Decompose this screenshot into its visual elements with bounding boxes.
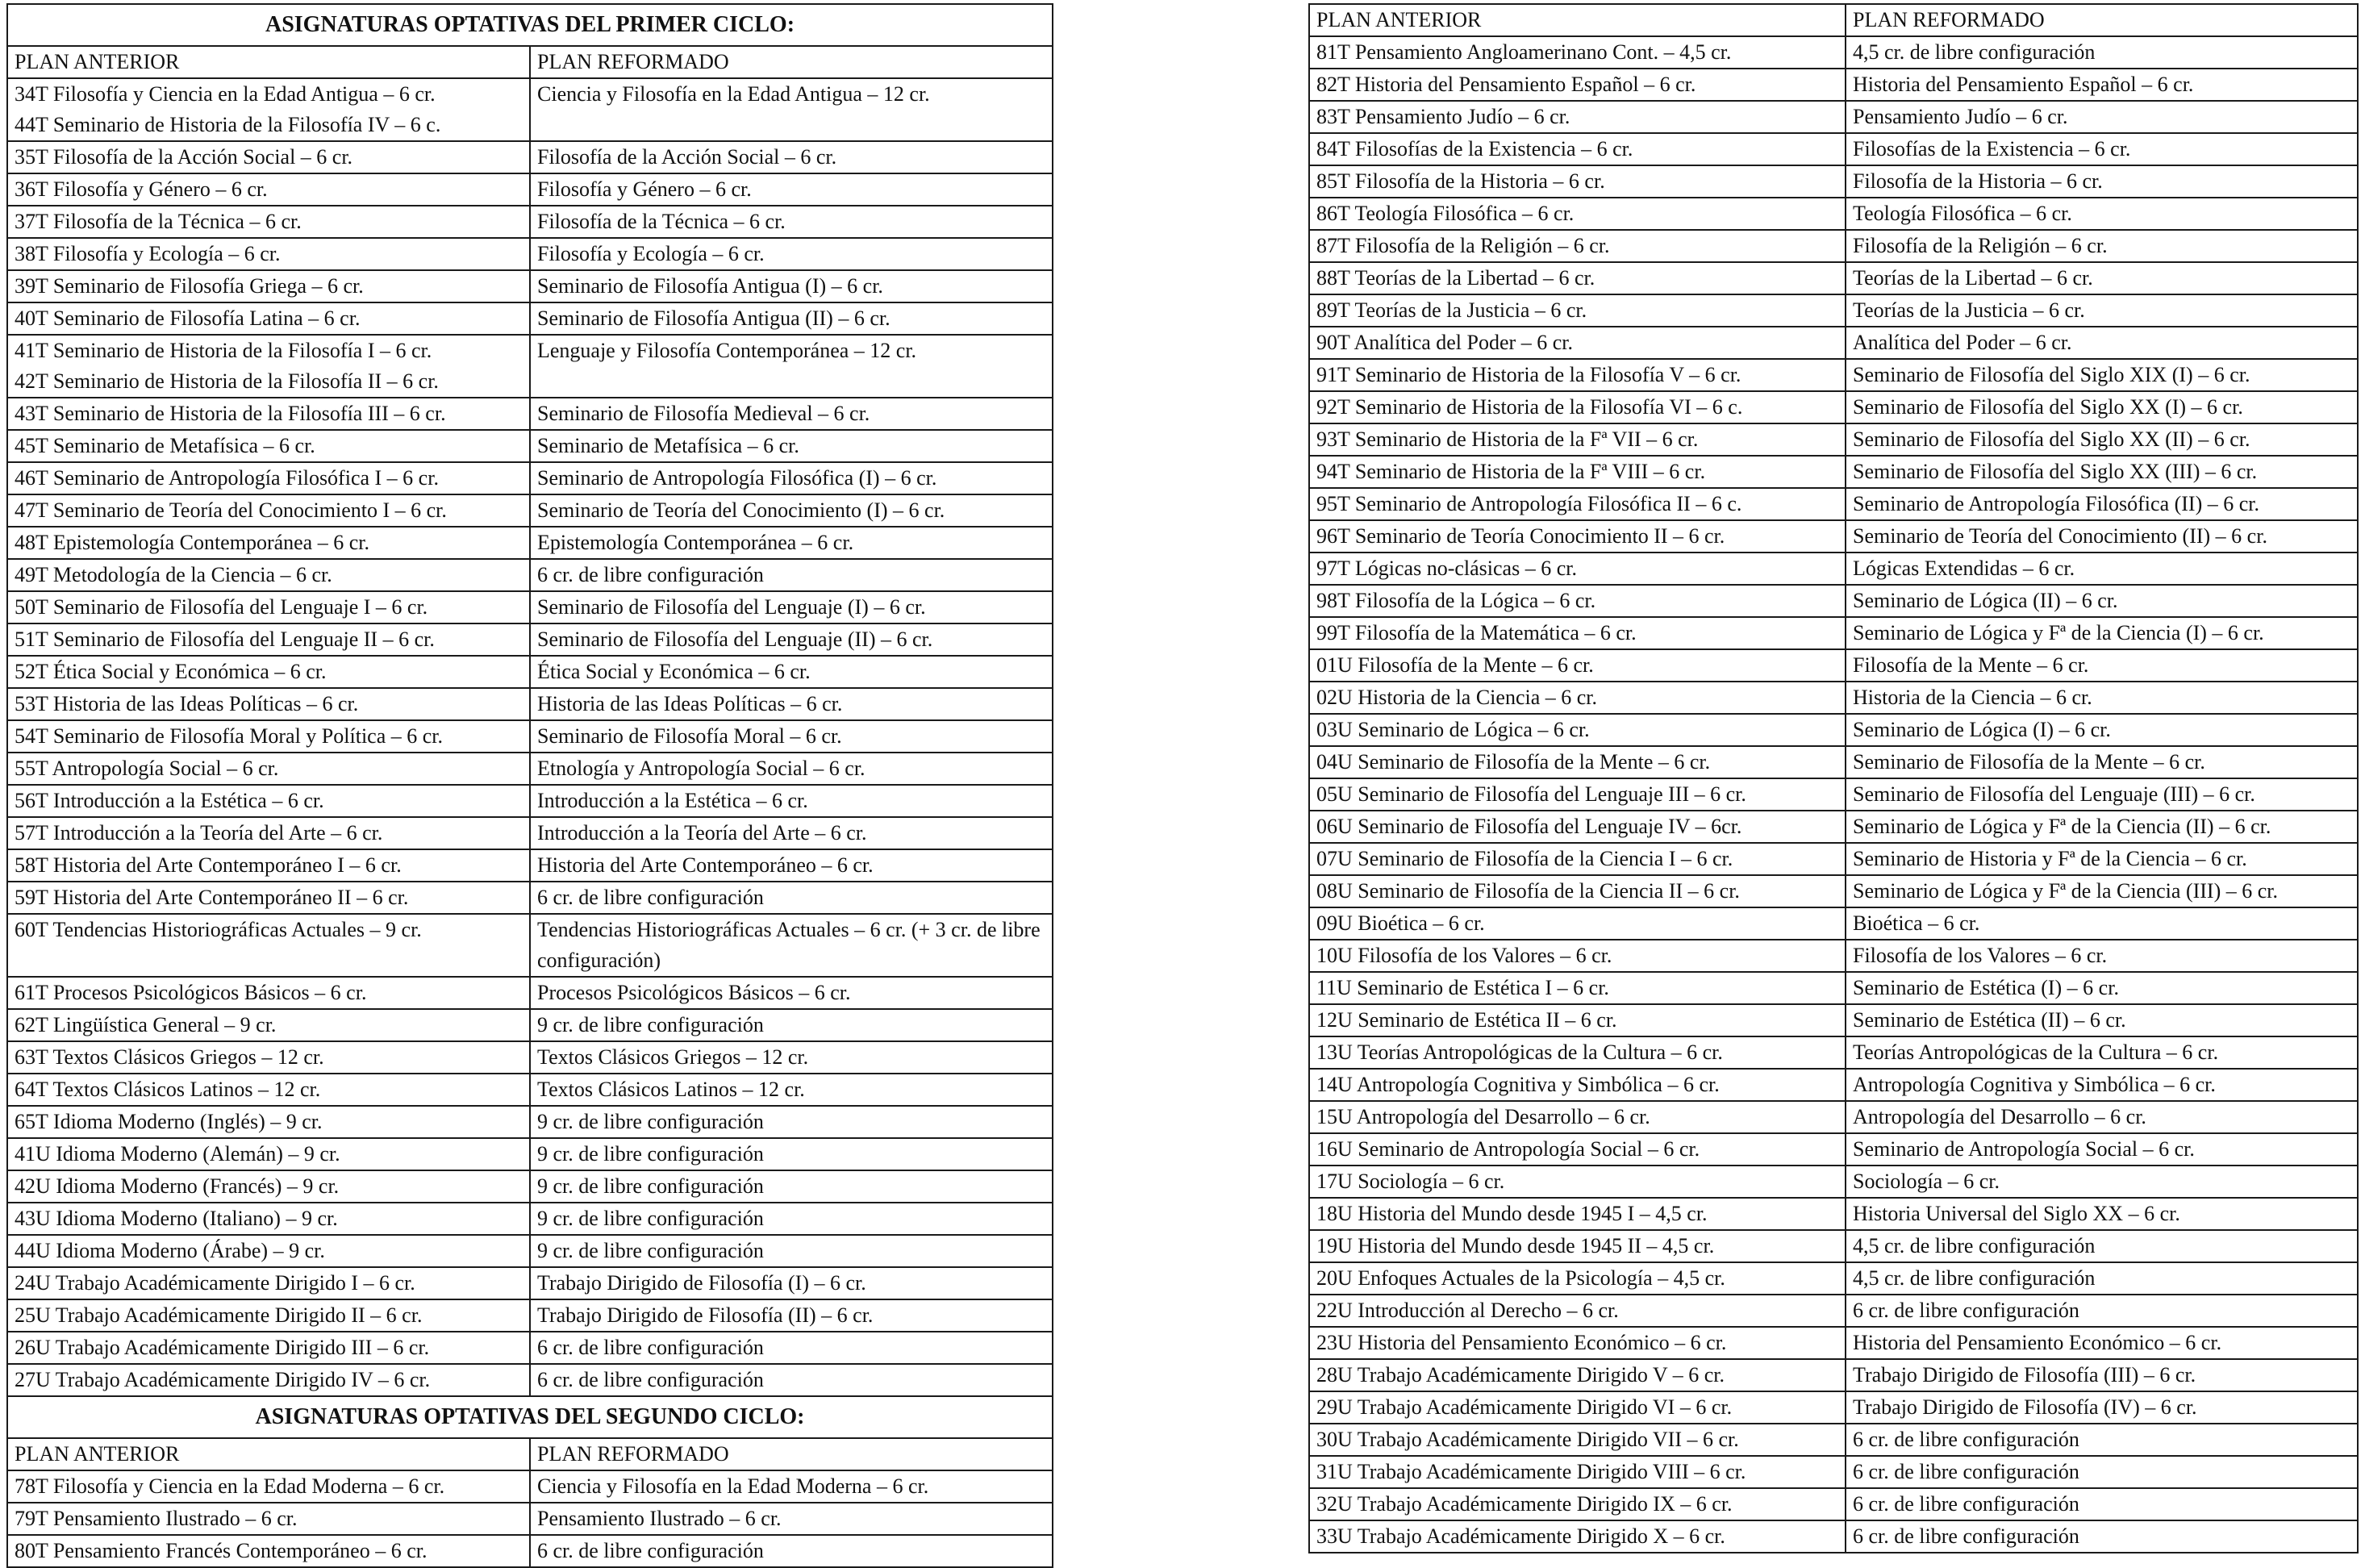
- plan-reformado-cell: Procesos Psicológicos Básicos – 6 cr.: [530, 977, 1053, 1009]
- plan-anterior-cell: 43U Idioma Moderno (Italiano) – 9 cr.: [7, 1203, 530, 1235]
- plan-reformado-cell: Etnología y Antropología Social – 6 cr.: [530, 753, 1053, 785]
- table-row: [1309, 1166, 2358, 1198]
- table-row: [7, 914, 1053, 977]
- plan-reformado-cell: Filosofía de los Valores – 6 cr.: [1846, 940, 2358, 972]
- plan-reformado-cell: Ética Social y Económica – 6 cr.: [530, 656, 1053, 688]
- table-row: [7, 302, 1053, 335]
- table-row: [1309, 423, 2358, 456]
- table-row: [7, 1106, 1053, 1138]
- plan-reformado-cell: Pensamiento Ilustrado – 6 cr.: [530, 1503, 1053, 1535]
- plan-reformado-cell: Seminario de Filosofía Antigua (II) – 6 cr.: [530, 302, 1053, 335]
- second-cycle-continued-table: [1308, 3, 2359, 1553]
- table-row: [7, 1170, 1053, 1203]
- table-row: [7, 882, 1053, 914]
- plan-anterior-cell: 59T Historia del Arte Contemporáneo II – 6 cr.: [7, 882, 530, 914]
- plan-reformado-cell: Seminario de Filosofía Antigua (I) – 6 cr.: [530, 270, 1053, 302]
- plan-reformado-cell: 6 cr. de libre configuración: [1846, 1295, 2358, 1327]
- plan-reformado-cell: 9 cr. de libre configuración: [530, 1235, 1053, 1267]
- left-table-panel: [6, 3, 1053, 1568]
- plan-reformado-cell: 6 cr. de libre configuración: [530, 882, 1053, 914]
- plan-reformado-cell: Seminario de Lógica y Fª de la Ciencia (III) – 6 cr.: [1846, 875, 2358, 907]
- table-row: [7, 206, 1053, 238]
- plan-anterior-cell: 63T Textos Clásicos Griegos – 12 cr.: [7, 1041, 530, 1074]
- table-row: [1309, 133, 2358, 165]
- table-row: [1309, 553, 2358, 585]
- plan-anterior-cell: 52T Ética Social y Económica – 6 cr.: [7, 656, 530, 688]
- table-row: [1309, 1036, 2358, 1069]
- plan-anterior-cell: 22U Introducción al Derecho – 6 cr.: [1309, 1295, 1846, 1327]
- plan-reformado-cell: Trabajo Dirigido de Filosofía (II) – 6 cr.: [530, 1299, 1053, 1332]
- table-row: [7, 1364, 1053, 1396]
- table-row: [7, 1267, 1053, 1299]
- plan-anterior-cell: 26U Trabajo Académicamente Dirigido III – 6 cr.: [7, 1332, 530, 1364]
- plan-reformado-cell: Filosofías de la Existencia – 6 cr.: [1846, 133, 2358, 165]
- table-row: [7, 656, 1053, 688]
- table-row: [7, 817, 1053, 849]
- plan-reformado-cell: Filosofía de la Acción Social – 6 cr.: [530, 141, 1053, 173]
- plan-reformado-cell: Seminario de Filosofía del Lenguaje (II) – 6 cr.: [530, 623, 1053, 656]
- table-row: [7, 527, 1053, 559]
- plan-anterior-cell: 55T Antropología Social – 6 cr.: [7, 753, 530, 785]
- table-row: [1309, 488, 2358, 520]
- plan-reformado-cell: 6 cr. de libre configuración: [530, 1535, 1053, 1567]
- plan-anterior-cell: 35T Filosofía de la Acción Social – 6 cr.: [7, 141, 530, 173]
- plan-reformado-cell: 6 cr. de libre configuración: [1846, 1488, 2358, 1520]
- plan-anterior-cell: 02U Historia de la Ciencia – 6 cr.: [1309, 682, 1846, 714]
- plan-reformado-cell: Antropología del Desarrollo – 6 cr.: [1846, 1101, 2358, 1133]
- plan-anterior-cell: 85T Filosofía de la Historia – 6 cr.: [1309, 165, 1846, 198]
- right-table-panel: [1308, 3, 2359, 1553]
- plan-reformado-cell: Lenguaje y Filosofía Contemporánea – 12 cr.: [530, 335, 1053, 398]
- plan-anterior-cell: 83T Pensamiento Judío – 6 cr.: [1309, 101, 1846, 133]
- table-row: [7, 1138, 1053, 1170]
- plan-reformado-cell: Seminario de Estética (I) – 6 cr.: [1846, 972, 2358, 1004]
- table-row: [1309, 1520, 2358, 1553]
- plan-reformado-cell: Trabajo Dirigido de Filosofía (III) – 6 cr.: [1846, 1359, 2358, 1391]
- header-plan-reformado: PLAN REFORMADO: [530, 46, 1053, 78]
- second-cycle-rows: [7, 1470, 1053, 1567]
- plan-reformado-cell: 6 cr. de libre configuración: [1846, 1424, 2358, 1456]
- table-row: [1309, 1262, 2358, 1295]
- plan-anterior-cell: 45T Seminario de Metafísica – 6 cr.: [7, 430, 530, 462]
- plan-reformado-cell: Epistemología Contemporánea – 6 cr.: [530, 527, 1053, 559]
- plan-anterior-cell: 12U Seminario de Estética II – 6 cr.: [1309, 1004, 1846, 1036]
- plan-anterior-cell: 16U Seminario de Antropología Social – 6 cr.: [1309, 1133, 1846, 1166]
- plan-anterior-cell: 07U Seminario de Filosofía de la Ciencia I – 6 cr.: [1309, 843, 1846, 875]
- plan-reformado-cell: Seminario de Teoría del Conocimiento (I) – 6 cr.: [530, 494, 1053, 527]
- plan-reformado-cell: Historia del Arte Contemporáneo – 6 cr.: [530, 849, 1053, 882]
- plan-anterior-cell: 94T Seminario de Historia de la Fª VIII – 6 cr.: [1309, 456, 1846, 488]
- plan-reformado-cell: 6 cr. de libre configuración: [1846, 1520, 2358, 1553]
- plan-reformado-cell: 4,5 cr. de libre configuración: [1846, 36, 2358, 69]
- header-row: [1309, 4, 2358, 36]
- table-row: [1309, 585, 2358, 617]
- plan-reformado-cell: Seminario de Teoría del Conocimiento (II) – 6 cr.: [1846, 520, 2358, 553]
- plan-anterior-cell: 23U Historia del Pensamiento Económico – 6 cr.: [1309, 1327, 1846, 1359]
- plan-anterior-cell: 48T Epistemología Contemporánea – 6 cr.: [7, 527, 530, 559]
- plan-anterior-cell: 27U Trabajo Académicamente Dirigido IV – 6 cr.: [7, 1364, 530, 1396]
- plan-anterior-cell: 25U Trabajo Académicamente Dirigido II – 6 cr.: [7, 1299, 530, 1332]
- table-row: [7, 270, 1053, 302]
- plan-reformado-cell: 4,5 cr. de libre configuración: [1846, 1230, 2358, 1262]
- plan-anterior-cell: 34T Filosofía y Ciencia en la Edad Antigua – 6 cr. 44T Seminario de Historia de la Filosofía IV – 6 c.: [7, 78, 530, 141]
- table-row: [1309, 1198, 2358, 1230]
- table-row: [1309, 520, 2358, 553]
- table-row: [7, 1332, 1053, 1364]
- table-row: [1309, 294, 2358, 327]
- plan-reformado-cell: 6 cr. de libre configuración: [530, 1364, 1053, 1396]
- table-row: [7, 623, 1053, 656]
- table-row: [1309, 617, 2358, 649]
- plan-reformado-cell: 6 cr. de libre configuración: [530, 559, 1053, 591]
- table-row: [1309, 1295, 2358, 1327]
- plan-reformado-cell: 4,5 cr. de libre configuración: [1846, 1262, 2358, 1295]
- table-row: [1309, 1133, 2358, 1166]
- plan-anterior-cell: 92T Seminario de Historia de la Filosofía VI – 6 c.: [1309, 391, 1846, 423]
- table-row: [1309, 1230, 2358, 1262]
- header-plan-anterior: PLAN ANTERIOR: [7, 46, 530, 78]
- plan-anterior-cell: 98T Filosofía de la Lógica – 6 cr.: [1309, 585, 1846, 617]
- plan-reformado-cell: Analítica del Poder – 6 cr.: [1846, 327, 2358, 359]
- plan-anterior-cell: 05U Seminario de Filosofía del Lenguaje III – 6 cr.: [1309, 778, 1846, 811]
- plan-reformado-cell: Seminario de Filosofía del Siglo XX (II) – 6 cr.: [1846, 423, 2358, 456]
- table-row: [7, 1235, 1053, 1267]
- plan-anterior-cell: 79T Pensamiento Ilustrado – 6 cr.: [7, 1503, 530, 1535]
- plan-anterior-cell: 62T Lingüística General – 9 cr.: [7, 1009, 530, 1041]
- table-row: [7, 398, 1053, 430]
- plan-reformado-cell: Historia Universal del Siglo XX – 6 cr.: [1846, 1198, 2358, 1230]
- plan-reformado-cell: 9 cr. de libre configuración: [530, 1106, 1053, 1138]
- plan-reformado-cell: Teología Filosófica – 6 cr.: [1846, 198, 2358, 230]
- plan-reformado-cell: Historia de la Ciencia – 6 cr.: [1846, 682, 2358, 714]
- plan-reformado-cell: Seminario de Lógica (I) – 6 cr.: [1846, 714, 2358, 746]
- table-row: [7, 173, 1053, 206]
- table-row: [1309, 746, 2358, 778]
- plan-anterior-cell: 44U Idioma Moderno (Árabe) – 9 cr.: [7, 1235, 530, 1267]
- plan-anterior-cell: 78T Filosofía y Ciencia en la Edad Moderna – 6 cr.: [7, 1470, 530, 1503]
- table-row: [1309, 230, 2358, 262]
- table-row: [7, 688, 1053, 720]
- plan-anterior-cell: 43T Seminario de Historia de la Filosofía III – 6 cr.: [7, 398, 530, 430]
- plan-reformado-cell: Introducción a la Teoría del Arte – 6 cr.: [530, 817, 1053, 849]
- plan-anterior-cell: 24U Trabajo Académicamente Dirigido I – 6 cr.: [7, 1267, 530, 1299]
- table-row: [1309, 101, 2358, 133]
- plan-reformado-cell: 9 cr. de libre configuración: [530, 1009, 1053, 1041]
- plan-anterior-cell: 03U Seminario de Lógica – 6 cr.: [1309, 714, 1846, 746]
- plan-reformado-cell: Teorías Antropológicas de la Cultura – 6 cr.: [1846, 1036, 2358, 1069]
- plan-reformado-cell: Filosofía de la Mente – 6 cr.: [1846, 649, 2358, 682]
- plan-reformado-cell: Bioética – 6 cr.: [1846, 907, 2358, 940]
- table-row: [7, 462, 1053, 494]
- plan-anterior-cell: 86T Teología Filosófica – 6 cr.: [1309, 198, 1846, 230]
- plan-anterior-cell: 32U Trabajo Académicamente Dirigido IX – 6 cr.: [1309, 1488, 1846, 1520]
- second-cycle-continued-rows: [1309, 36, 2358, 1553]
- plan-reformado-cell: Filosofía de la Técnica – 6 cr.: [530, 206, 1053, 238]
- table-row: [1309, 456, 2358, 488]
- plan-reformado-cell: Seminario de Filosofía del Siglo XX (I) – 6 cr.: [1846, 391, 2358, 423]
- plan-reformado-cell: Ciencia y Filosofía en la Edad Antigua – 12 cr.: [530, 78, 1053, 141]
- plan-anterior-cell: 40T Seminario de Filosofía Latina – 6 cr.: [7, 302, 530, 335]
- table-row: [1309, 1456, 2358, 1488]
- header-row: [7, 1438, 1053, 1470]
- plan-anterior-cell: 82T Historia del Pensamiento Español – 6 cr.: [1309, 69, 1846, 101]
- plan-reformado-cell: Textos Clásicos Latinos – 12 cr.: [530, 1074, 1053, 1106]
- header-row: [7, 46, 1053, 78]
- plan-anterior-cell: 30U Trabajo Académicamente Dirigido VII – 6 cr.: [1309, 1424, 1846, 1456]
- plan-anterior-cell: 33U Trabajo Académicamente Dirigido X – 6 cr.: [1309, 1520, 1846, 1553]
- plan-anterior-cell: 84T Filosofías de la Existencia – 6 cr.: [1309, 133, 1846, 165]
- table-row: [1309, 843, 2358, 875]
- table-row: [1309, 1327, 2358, 1359]
- plan-anterior-cell: 10U Filosofía de los Valores – 6 cr.: [1309, 940, 1846, 972]
- plan-anterior-cell: 29U Trabajo Académicamente Dirigido VI – 6 cr.: [1309, 1391, 1846, 1424]
- table-row: [1309, 327, 2358, 359]
- plan-anterior-cell: 20U Enfoques Actuales de la Psicología – 4,5 cr.: [1309, 1262, 1846, 1295]
- plan-anterior-cell: 97T Lógicas no-clásicas – 6 cr.: [1309, 553, 1846, 585]
- table-row: [7, 1074, 1053, 1106]
- plan-anterior-cell: 41U Idioma Moderno (Alemán) – 9 cr.: [7, 1138, 530, 1170]
- plan-reformado-cell: Seminario de Filosofía del Lenguaje (I) – 6 cr.: [530, 591, 1053, 623]
- plan-anterior-cell: 80T Pensamiento Francés Contemporáneo – 6 cr.: [7, 1535, 530, 1567]
- plan-anterior-cell: 31U Trabajo Académicamente Dirigido VIII – 6 cr.: [1309, 1456, 1846, 1488]
- second-cycle-title-row: [7, 1396, 1053, 1438]
- table-row: [7, 238, 1053, 270]
- plan-reformado-cell: Antropología Cognitiva y Simbólica – 6 cr.: [1846, 1069, 2358, 1101]
- plan-anterior-cell: 93T Seminario de Historia de la Fª VII – 6 cr.: [1309, 423, 1846, 456]
- plan-reformado-cell: Trabajo Dirigido de Filosofía (I) – 6 cr.: [530, 1267, 1053, 1299]
- plan-anterior-cell: 51T Seminario de Filosofía del Lenguaje II – 6 cr.: [7, 623, 530, 656]
- table-row: [1309, 649, 2358, 682]
- plan-anterior-cell: 41T Seminario de Historia de la Filosofía I – 6 cr. 42T Seminario de Historia de la Filosofía II – 6 cr.: [7, 335, 530, 398]
- plan-reformado-cell: 9 cr. de libre configuración: [530, 1138, 1053, 1170]
- plan-reformado-cell: Seminario de Filosofía Moral – 6 cr.: [530, 720, 1053, 753]
- plan-anterior-cell: 36T Filosofía y Género – 6 cr.: [7, 173, 530, 206]
- plan-anterior-cell: 42U Idioma Moderno (Francés) – 9 cr.: [7, 1170, 530, 1203]
- first-cycle-table: [6, 3, 1053, 1568]
- plan-anterior-cell: 54T Seminario de Filosofía Moral y Política – 6 cr.: [7, 720, 530, 753]
- table-row: [1309, 1101, 2358, 1133]
- table-row: [7, 591, 1053, 623]
- plan-anterior-cell: 65T Idioma Moderno (Inglés) – 9 cr.: [7, 1106, 530, 1138]
- table-row: [7, 849, 1053, 882]
- table-row: [1309, 778, 2358, 811]
- table-row: [1309, 1391, 2358, 1424]
- plan-anterior-cell: 90T Analítica del Poder – 6 cr.: [1309, 327, 1846, 359]
- plan-anterior-cell: 17U Sociología – 6 cr.: [1309, 1166, 1846, 1198]
- plan-anterior-cell: 15U Antropología del Desarrollo – 6 cr.: [1309, 1101, 1846, 1133]
- table-row: [7, 753, 1053, 785]
- table-row: [7, 559, 1053, 591]
- plan-anterior-cell: 11U Seminario de Estética I – 6 cr.: [1309, 972, 1846, 1004]
- plan-reformado-cell: Introducción a la Estética – 6 cr.: [530, 785, 1053, 817]
- plan-reformado-cell: Seminario de Lógica y Fª de la Ciencia (II) – 6 cr.: [1846, 811, 2358, 843]
- plan-anterior-cell: 95T Seminario de Antropología Filosófica II – 6 c.: [1309, 488, 1846, 520]
- table-row: [7, 335, 1053, 398]
- plan-anterior-cell: 14U Antropología Cognitiva y Simbólica – 6 cr.: [1309, 1069, 1846, 1101]
- plan-anterior-cell: 01U Filosofía de la Mente – 6 cr.: [1309, 649, 1846, 682]
- plan-reformado-cell: Historia del Pensamiento Español – 6 cr.: [1846, 69, 2358, 101]
- table-row: [1309, 262, 2358, 294]
- plan-reformado-cell: Sociología – 6 cr.: [1846, 1166, 2358, 1198]
- table-row: [1309, 875, 2358, 907]
- header-plan-reformado: PLAN REFORMADO: [530, 1438, 1053, 1470]
- table-row: [7, 494, 1053, 527]
- plan-reformado-cell: Seminario de Historia y Fª de la Ciencia – 6 cr.: [1846, 843, 2358, 875]
- plan-reformado-cell: Seminario de Filosofía del Siglo XIX (I) – 6 cr.: [1846, 359, 2358, 391]
- plan-anterior-cell: 53T Historia de las Ideas Políticas – 6 cr.: [7, 688, 530, 720]
- plan-reformado-cell: 9 cr. de libre configuración: [530, 1170, 1053, 1203]
- table-row: [1309, 1069, 2358, 1101]
- plan-reformado-cell: Seminario de Filosofía del Siglo XX (III) – 6 cr.: [1846, 456, 2358, 488]
- plan-anterior-cell: 39T Seminario de Filosofía Griega – 6 cr.: [7, 270, 530, 302]
- table-row: [1309, 1359, 2358, 1391]
- plan-anterior-cell: 06U Seminario de Filosofía del Lenguaje IV – 6cr.: [1309, 811, 1846, 843]
- plan-reformado-cell: Ciencia y Filosofía en la Edad Moderna – 6 cr.: [530, 1470, 1053, 1503]
- plan-anterior-cell: 18U Historia del Mundo desde 1945 I – 4,5 cr.: [1309, 1198, 1846, 1230]
- header-plan-anterior: PLAN ANTERIOR: [7, 1438, 530, 1470]
- plan-reformado-cell: Seminario de Antropología Filosófica (II) – 6 cr.: [1846, 488, 2358, 520]
- plan-anterior-cell: 46T Seminario de Antropología Filosófica I – 6 cr.: [7, 462, 530, 494]
- table-row: [1309, 972, 2358, 1004]
- plan-anterior-cell: 49T Metodología de la Ciencia – 6 cr.: [7, 559, 530, 591]
- plan-anterior-cell: 60T Tendencias Historiográficas Actuales – 9 cr.: [7, 914, 530, 977]
- table-row: [1309, 682, 2358, 714]
- table-row: [7, 1203, 1053, 1235]
- plan-reformado-cell: Seminario de Filosofía Medieval – 6 cr.: [530, 398, 1053, 430]
- plan-reformado-cell: Trabajo Dirigido de Filosofía (IV) – 6 cr.: [1846, 1391, 2358, 1424]
- table-row: [7, 977, 1053, 1009]
- plan-reformado-cell: Seminario de Antropología Social – 6 cr.: [1846, 1133, 2358, 1166]
- plan-reformado-cell: Filosofía y Género – 6 cr.: [530, 173, 1053, 206]
- plan-reformado-cell: Seminario de Filosofía del Lenguaje (III) – 6 cr.: [1846, 778, 2358, 811]
- table-row: [1309, 165, 2358, 198]
- plan-anterior-cell: 47T Seminario de Teoría del Conocimiento I – 6 cr.: [7, 494, 530, 527]
- plan-anterior-cell: 37T Filosofía de la Técnica – 6 cr.: [7, 206, 530, 238]
- plan-anterior-cell: 50T Seminario de Filosofía del Lenguaje I – 6 cr.: [7, 591, 530, 623]
- plan-reformado-cell: Tendencias Historiográficas Actuales – 6 cr. (+ 3 cr. de libre configuración): [530, 914, 1053, 977]
- table-row: [1309, 36, 2358, 69]
- table-row: [1309, 359, 2358, 391]
- plan-anterior-cell: 19U Historia del Mundo desde 1945 II – 4,5 cr.: [1309, 1230, 1846, 1262]
- plan-reformado-cell: Seminario de Lógica y Fª de la Ciencia (I) – 6 cr.: [1846, 617, 2358, 649]
- table-row: [1309, 391, 2358, 423]
- plan-anterior-cell: 96T Seminario de Teoría Conocimiento II – 6 cr.: [1309, 520, 1846, 553]
- table-row: [7, 1535, 1053, 1567]
- plan-reformado-cell: Seminario de Lógica (II) – 6 cr.: [1846, 585, 2358, 617]
- table-row: [1309, 1424, 2358, 1456]
- plan-anterior-cell: 89T Teorías de la Justicia – 6 cr.: [1309, 294, 1846, 327]
- plan-reformado-cell: 9 cr. de libre configuración: [530, 1203, 1053, 1235]
- table-row: [7, 1299, 1053, 1332]
- plan-anterior-cell: 88T Teorías de la Libertad – 6 cr.: [1309, 262, 1846, 294]
- plan-anterior-cell: 04U Seminario de Filosofía de la Mente – 6 cr.: [1309, 746, 1846, 778]
- plan-reformado-cell: Historia del Pensamiento Económico – 6 cr.: [1846, 1327, 2358, 1359]
- plan-anterior-cell: 08U Seminario de Filosofía de la Ciencia II – 6 cr.: [1309, 875, 1846, 907]
- plan-reformado-cell: 6 cr. de libre configuración: [530, 1332, 1053, 1364]
- table-row: [1309, 811, 2358, 843]
- table-row: [7, 785, 1053, 817]
- plan-anterior-cell: 87T Filosofía de la Religión – 6 cr.: [1309, 230, 1846, 262]
- table-row: [7, 1009, 1053, 1041]
- plan-anterior-cell: 57T Introducción a la Teoría del Arte – 6 cr.: [7, 817, 530, 849]
- table-row: [1309, 907, 2358, 940]
- plan-anterior-cell: 64T Textos Clásicos Latinos – 12 cr.: [7, 1074, 530, 1106]
- table-row: [1309, 198, 2358, 230]
- plan-anterior-cell: 99T Filosofía de la Matemática – 6 cr.: [1309, 617, 1846, 649]
- plan-reformado-cell: Seminario de Estética (II) – 6 cr.: [1846, 1004, 2358, 1036]
- plan-reformado-cell: Seminario de Filosofía de la Mente – 6 cr.: [1846, 746, 2358, 778]
- first-cycle-rows: [7, 78, 1053, 1396]
- plan-reformado-cell: Seminario de Metafísica – 6 cr.: [530, 430, 1053, 462]
- first-cycle-title: ASIGNATURAS OPTATIVAS DEL PRIMER CICLO:: [7, 4, 1053, 46]
- plan-anterior-cell: 28U Trabajo Académicamente Dirigido V – 6 cr.: [1309, 1359, 1846, 1391]
- table-row: [7, 430, 1053, 462]
- plan-anterior-cell: 38T Filosofía y Ecología – 6 cr.: [7, 238, 530, 270]
- plan-reformado-cell: Teorías de la Justicia – 6 cr.: [1846, 294, 2358, 327]
- plan-anterior-cell: 61T Procesos Psicológicos Básicos – 6 cr.: [7, 977, 530, 1009]
- plan-reformado-cell: Lógicas Extendidas – 6 cr.: [1846, 553, 2358, 585]
- table-row: [7, 1470, 1053, 1503]
- plan-reformado-cell: Seminario de Antropología Filosófica (I) – 6 cr.: [530, 462, 1053, 494]
- plan-anterior-cell: 56T Introducción a la Estética – 6 cr.: [7, 785, 530, 817]
- plan-reformado-cell: Filosofía de la Religión – 6 cr.: [1846, 230, 2358, 262]
- header-plan-reformado: PLAN REFORMADO: [1846, 4, 2358, 36]
- table-row: [1309, 940, 2358, 972]
- plan-reformado-cell: Teorías de la Libertad – 6 cr.: [1846, 262, 2358, 294]
- table-row: [1309, 69, 2358, 101]
- first-cycle-title-row: [7, 4, 1053, 46]
- plan-reformado-cell: Pensamiento Judío – 6 cr.: [1846, 101, 2358, 133]
- header-plan-anterior: PLAN ANTERIOR: [1309, 4, 1846, 36]
- table-row: [7, 78, 1053, 141]
- plan-anterior-cell: 58T Historia del Arte Contemporáneo I – 6 cr.: [7, 849, 530, 882]
- plan-reformado-cell: Textos Clásicos Griegos – 12 cr.: [530, 1041, 1053, 1074]
- table-row: [7, 1041, 1053, 1074]
- plan-reformado-cell: Historia de las Ideas Políticas – 6 cr.: [530, 688, 1053, 720]
- table-row: [7, 720, 1053, 753]
- plan-anterior-cell: 09U Bioética – 6 cr.: [1309, 907, 1846, 940]
- table-row: [1309, 714, 2358, 746]
- plan-reformado-cell: 6 cr. de libre configuración: [1846, 1456, 2358, 1488]
- plan-anterior-cell: 13U Teorías Antropológicas de la Cultura – 6 cr.: [1309, 1036, 1846, 1069]
- table-row: [7, 141, 1053, 173]
- table-row: [1309, 1488, 2358, 1520]
- table-row: [7, 1503, 1053, 1535]
- second-cycle-title: ASIGNATURAS OPTATIVAS DEL SEGUNDO CICLO:: [7, 1396, 1053, 1438]
- plan-reformado-cell: Filosofía de la Historia – 6 cr.: [1846, 165, 2358, 198]
- table-row: [1309, 1004, 2358, 1036]
- plan-anterior-cell: 81T Pensamiento Angloamerinano Cont. – 4,5 cr.: [1309, 36, 1846, 69]
- plan-reformado-cell: Filosofía y Ecología – 6 cr.: [530, 238, 1053, 270]
- plan-anterior-cell: 91T Seminario de Historia de la Filosofía V – 6 cr.: [1309, 359, 1846, 391]
